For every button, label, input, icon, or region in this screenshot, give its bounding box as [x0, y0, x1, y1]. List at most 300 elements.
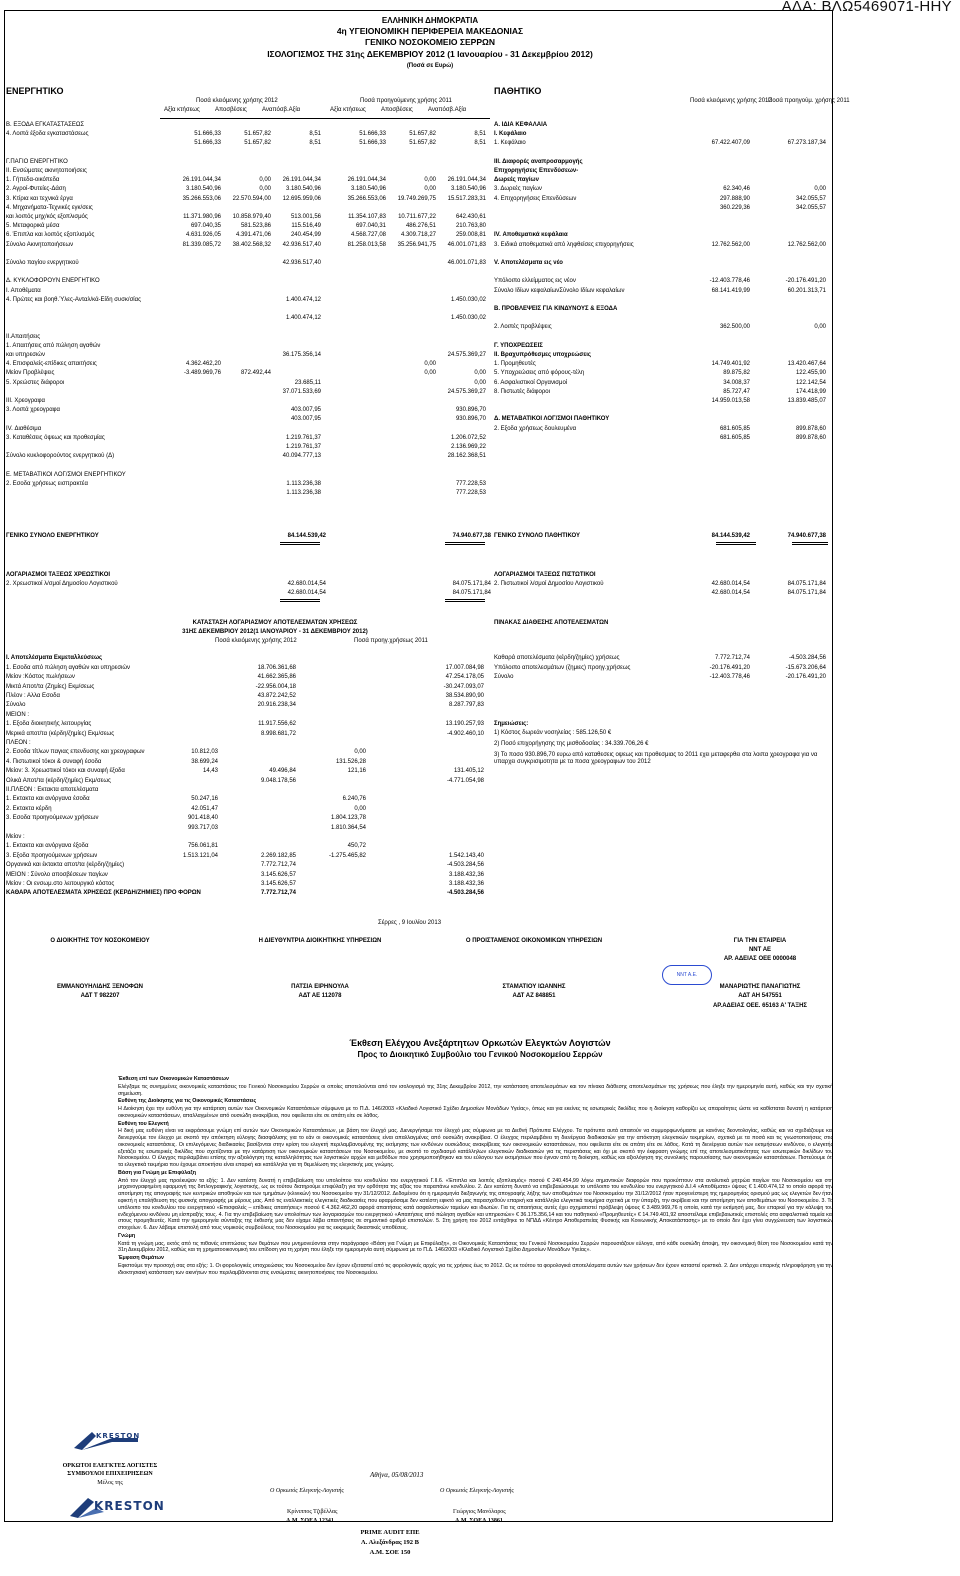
income-cell: -4.771.054,98	[446, 777, 484, 784]
assets-row	[6, 453, 486, 462]
report-title1: Έκθεση Ελέγχου Ανεξάρτητων Ορκωτών Ελεγκτών Λογιστών	[349, 1038, 611, 1048]
income-row-label: 1. Εσοδα από πώληση αγαθών και υπηρεσιών	[6, 664, 131, 671]
liab-row	[494, 352, 830, 361]
income-row	[6, 712, 486, 721]
assets-cell: 26.191.044,34	[282, 177, 321, 184]
assets-cell: 3.180.540,96	[450, 186, 486, 193]
assets-cell: 697.040,31	[355, 223, 386, 230]
liab-col-2011: Ποσά προηγούμ. χρήσης 2011	[768, 98, 850, 104]
income-row	[6, 759, 486, 768]
logo1-line2: ΣΥΜΒΟΥΛΟΙ ΕΠΙΧΕΙΡΗΣΕΩΝ	[67, 1471, 153, 1477]
assets-row	[6, 214, 486, 223]
assets-cell: 26.191.044,34	[447, 177, 486, 184]
assets-cell: 0,00	[424, 186, 436, 193]
income-cell: 38.534.890,90	[445, 693, 484, 699]
assets-row	[6, 177, 486, 186]
assets-row-label: Ε. ΜΕΤΑΒΑΤΙΚΟΙ ΛΟΓ/ΣΜΟΙ ΕΝΕΡΓΗΤΙΚΟΥ	[6, 471, 126, 478]
assets-row	[6, 140, 486, 149]
assets-cell: 210.763,80	[455, 223, 486, 230]
liabilities-title: ΠΑΘΗΤΙΚΟ	[494, 86, 542, 96]
assets-row-label: Μείον Προβλέψεις	[6, 370, 55, 377]
report-h2: Ευθύνη της Διοίκησης για τις Οικονομικές Καταστάσεις	[118, 1098, 257, 1105]
liab-row	[494, 150, 830, 159]
assets-cell: 8,51	[474, 131, 486, 138]
assets-row-label: IV. Διαθέσιμα	[6, 425, 42, 432]
income-row	[6, 787, 486, 796]
assets-cell: 4.391.471,06	[235, 232, 271, 239]
assets-row	[6, 361, 486, 370]
assets-cell: 19.749.269,75	[397, 195, 436, 202]
liab-total-2011: 74.940.677,38	[787, 533, 826, 539]
income-row	[6, 796, 486, 805]
income-row-label: Οργανικά και έκτακτα αποτ/τα (κέρδη/ζημίες)	[6, 862, 125, 869]
income-cell: 13.190.257,93	[445, 721, 484, 728]
liab-row-label: Σύνολο Ιδίων κεφαλαίωνΣύνολο Ιδίων κεφαλαίων	[494, 287, 625, 294]
distribution-label: Σύνολο	[494, 674, 514, 680]
income-cell: 47.254.178,05	[445, 674, 484, 681]
note-3: 3) Το ποσο 930.896,70 ευρω από καταθεσεις οψεως και προθεσμιας το 2011 εχει μεταφερθει στα λοιπα χρεογραφα για να υπαρχει συγκρισιμοτητα με τα ποσα χρεογραφων του 2012	[494, 752, 818, 765]
sig-title-4c: ΑΡ. ΑΔΕΙΑΣ ΟΕΕ 0000048	[723, 956, 797, 962]
income-row	[6, 702, 486, 711]
assets-row-label: 4. Πρώτες και βοηθ.Ύλες-Ανταλ/κά-Είδη συσκ/σίας	[6, 296, 141, 303]
income-row	[6, 890, 486, 899]
income-cell: 10.812,03	[191, 749, 218, 756]
assets-row	[6, 334, 486, 343]
assets-total-2011: 74.940.677,38	[452, 533, 491, 539]
assets-row-label: 4. Λοιπά έξοδα εγκαταστάσεως	[6, 131, 89, 138]
liab-row	[494, 435, 830, 444]
liab-cell-2011: 899.878,60	[795, 434, 826, 441]
sig-name-1: ΕΜΜΑΝΟΥΗΛΙΔΗΣ ΞΕΝΟΦΩΝ	[56, 984, 143, 990]
report-p6: Εφιστούμε την προσοχή σας στα εξής: 1. Οι φορολογικές υποχρεώσεις του Νοσοκομείου δεν έχουν εξεταστεί από τις φορολογικές αρχές για τις χρήσεις έως το 2012. Ως εκ τούτου τα φορολογικά αποτελέσματα αυτών των χρήσεων δεν έχουν καταστεί οριστικά. 2. Δεν υπάρχει επαρκής πληροφόρηση για την ιδιοκτησιακή κατάσταση των ακινήτων που περιλαμβάνονται στις ενσώματες ακινητοποιήσεις του Νοσοκομείου.	[118, 1262, 833, 1276]
liab-row-label: Β. ΠΡΟΒΛΕΨΕΙΣ ΓΙΑ ΚΙΝΔΥΝΟΥΣ & ΕΞΟΔΑ	[494, 306, 618, 312]
assets-row	[6, 435, 486, 444]
assets-memo-subtotal: 42.680.014,54 84.075.171,84	[287, 590, 491, 596]
assets-total-label: ΓΕΝΙΚΟ ΣΥΝΟΛΟ ΕΝΕΡΓΗΤΙΚΟΥ	[6, 533, 99, 539]
auditor-reg: Α.Μ. ΣΟΕ 150	[369, 1549, 411, 1556]
assets-cell: 51.657,82	[244, 131, 271, 138]
assets-cell: 8,51	[474, 140, 486, 147]
liab-cell-2011: 342.055,57	[795, 204, 826, 211]
assets-cell: 0,00	[259, 177, 271, 184]
assets-cell: 642.430,61	[455, 214, 486, 220]
assets-cell: 81.339.085,72	[182, 241, 221, 248]
income-row	[6, 740, 486, 749]
income-row	[6, 731, 486, 740]
assets-cell: 26.191.044,34	[347, 177, 386, 184]
liab-total-label: ΓΕΝΙΚΟ ΣΥΝΟΛΟ ΠΑΘΗΤΙΚΟΥ	[494, 533, 581, 539]
liab-row	[494, 205, 830, 214]
header-line1: ΕΛΛΗΝΙΚΗ ΔΗΜΟΚΡΑΤΙΑ	[381, 16, 479, 25]
assets-row-label: Ι. Αποθέματα	[6, 287, 41, 294]
assets-cell: 0,00	[474, 370, 486, 377]
liab-cell-2012: 14.959.013,58	[711, 398, 750, 404]
income-cell: 1.513.121,04	[182, 852, 218, 859]
assets-cell: 1.219.761,37	[285, 444, 321, 450]
header-line3: ΓΕΝΙΚΟ ΝΟΣΟΚΟΜΕΙΟ ΣΕΡΡΩΝ	[365, 37, 495, 47]
liab-row-label: Α. ΙΔΙΑ ΚΕΦΑΛΑΙΑ	[494, 122, 548, 128]
place-date: Σέρρες , 9 Ιουλίου 2013	[378, 920, 442, 926]
assets-row-label: ΙΙ. Ενσώματες ακινητοποιήσεις	[6, 168, 87, 174]
assets-cell: 930.896,70	[455, 407, 486, 414]
income-row	[6, 646, 486, 655]
assets-row	[6, 490, 486, 499]
logo1-line3: Μέλος της	[97, 1480, 123, 1486]
income-col-2011: Ποσά προηγ.χρήσεως 2011	[354, 638, 428, 644]
assets-cell: 1.219.761,37	[285, 434, 321, 441]
income-cell: -4.503.284,56	[446, 862, 484, 869]
assets-row	[6, 481, 486, 490]
report-h4: Βάση για Γνώμη με Επιφύλαξη	[118, 1169, 196, 1176]
income-cell: 756.061,81	[187, 843, 218, 850]
prime-audit-logo: KRESTON	[72, 1428, 142, 1455]
income-row-label: ΜΕΙΟΝ : Σύνολο αποσβέσεων παγίων	[6, 871, 108, 878]
liab-row-label: 1. Προμηθευτές	[494, 361, 536, 368]
income-cell: 901.418,40	[187, 815, 218, 822]
assets-cell: 777.228,53	[455, 490, 486, 496]
liab-cell-2011: 174.418,99	[795, 388, 826, 395]
header-line4: ΙΣΟΛΟΓΙΣΜΟΣ ΤΗΣ 31ης ΔΕΚΕΜΒΡΙΟΥ 2012 (1 Ιανουαρίου - 31 Δεκεμβρίου 2012)	[267, 49, 593, 59]
assets-cell: 4.362.462,20	[185, 361, 221, 368]
assets-row	[6, 168, 486, 177]
income-row	[6, 843, 486, 852]
assets-cell: 42.936.517,40	[282, 260, 321, 266]
assets-cell: 1.113.236,38	[286, 480, 321, 487]
income-row	[6, 665, 486, 674]
assets-cell: 240.454,99	[290, 232, 321, 239]
assets-cell: 12.695.959,06	[282, 195, 321, 202]
liab-row	[494, 196, 830, 205]
liab-row-label: ΙΙΙ. Διαφορές αναπροσαρμογής	[494, 158, 583, 165]
sig-lic-4: ΑΡ.ΑΔΕΙΑΣ ΟΕΕ. 65163 Α' ΤΑΞΗΣ	[712, 1003, 808, 1009]
assets-cell: 1.400.474,12	[285, 315, 321, 322]
assets-cell: 51.666,33	[194, 131, 221, 138]
income-row-label: 1. Εξοδα διοικητικής λειτουργίας	[6, 721, 92, 728]
assets-row-label: 4. Μηχανήματα-Τεχνικές εγκ/σεις	[6, 204, 93, 211]
distribution-row	[494, 665, 830, 674]
col-acq-2011: Αξία κτήσεως	[330, 107, 366, 113]
liab-row	[494, 278, 830, 287]
assets-cell: 37.071.533,69	[282, 388, 321, 395]
assets-cell: 24.575.369,27	[447, 388, 486, 395]
assets-row	[6, 352, 486, 361]
col-dep-2012: Αποσβέσεις	[215, 107, 247, 113]
liab-row-label: Υπόλοιπο ελλείμματος εις νέον	[494, 278, 576, 285]
income-cell: -4.902.460,10	[446, 730, 484, 737]
sig-name-2: ΠΑΤΣΙΑ ΕΙΡΗΝΟΥΛΑ	[291, 984, 349, 990]
income-row-label: ΠΛΕΟΝ :	[6, 740, 31, 746]
income-cell: 131.526,28	[335, 758, 366, 765]
assets-row	[6, 131, 486, 140]
note-1: 1) Κόστος δωρεάν νοσηλείας : 585.126,50 €	[494, 730, 612, 736]
assets-cell: 0,00	[424, 370, 436, 377]
assets-cell: 3.180.540,96	[185, 186, 221, 193]
assets-cell: 51.657,82	[409, 140, 436, 147]
assets-row	[6, 297, 486, 306]
liab-col-2012: Ποσά κλειόμενης χρήσης 2012	[690, 98, 772, 104]
liab-row	[494, 306, 830, 315]
income-row-label: ΙΙ.ΠΛΕΟΝ : Εκτακτα αποτελέσματα	[6, 787, 99, 793]
income-row-label: ΚΑΘΑΡΑ ΑΠΟΤΕΛΕΣΜΑΤΑ ΧΡΗΣΕΩΣ (ΚΕΡΔΗ/ΖΗΜΙΕΣ) ΠΡΟ ΦΟΡΩΝ	[6, 890, 201, 897]
income-row-label: 4. Πιστωτικοί τόκοι & συναφή έσοδα	[6, 758, 102, 765]
income-col-2012: Ποσά κλειόμενης χρήσης 2012	[215, 638, 297, 644]
liab-cell-2012: 360.229,36	[719, 204, 750, 211]
liab-row	[494, 269, 830, 278]
income-row	[6, 825, 486, 834]
report-p4: Από τον έλεγχό μας προέκυψαν τα εξής: 1. Δεν κατέστη δυνατή η επιβεβαίωση του υπολοίπου του κονδυλίου του ενεργητικού Γ.ΙΙ.6. «Έπιπλα και λοιπός εξοπλισμός» ποσού € 240.454,99 λόγω σημαντικών διαφορών που προκύπτουν στα αναλυτικά μητρώα παγίων του Νοσοκομείου και στη μηχανογραφημένη εφαρμογή της διπλογραφικής λογιστικής, ως εκ τούτου διατηρούμε επιφύλαξη για την ορθότητα της αξίας του παραπάνω κονδυλίου. 2. Δεν κατέστη δυνατό να επιβεβαιώσουμε το υπόλοιπο του κονδυλίου του ενεργητικού Δ.Ι.4 «Αποθέματα» ύψους € 1.400.474,12 το οποίο αφορά την αποτίμηση της απογραφής των κεντρικών αποθηκών και των τμημάτων (κλινικών) του Νοσοκομείου την 31/12/2012. Δεδομένου ότι η ημερομηνία διεξαγωγής της απογραφής λήξης των αποθεμάτων του Νοσοκομείου την 31/12/2012 ήταν προγενέστερη της ημερομηνίας ορισμού μας ως ελεγκτών δεν ήταν εφικτή η επαλήθευση της φυσικής απογραφής με μέρους μας. Από τις εναλλακτικές ελεγκτικές διαδικασίες που εφαρμόσαμε δεν κατέστη εφικτό να μας παρασχεθούν επαρκή και κατάλληλα ελεγκτικά τεκμήρια σχετικά με την ύπαρξη, την ακρίβεια και την αποτίμηση των αποθεμάτων του Νοσοκομείου. 3. Το υπόλοιπο του κονδυλίου του ενεργητικού «Επισφαλείς – επίδικες απαιτήσεις» ποσού € 4.362.462,20 αφορά απαιτήσεις κατά ασφαλιστικών ταμείων και ιδιωτών. Για τις απαιτήσεις αυτές έχει σχηματιστεί πρόβλεψη ύψους € 3.489.969,76 η οποία, κατά την εκτίμησή μας, δεν επαρκεί για την κάλυψη του ενδεχόμενου κινδύνου μη είσπραξής τους. 4. Για την επιβεβαίωση των υπολοίπων των λογαριασμών του ενεργητικού «Απαιτήσεις από πώληση αγαθών και υπηρεσιών» € 36.175.356,14 και του παθητικού «Προμηθευτές» € 14.749.401,92 αποστείλαμε επιβεβαιωτικές επιστολές στα ασφαλιστικά ταμεία και στους προμηθευτές. Κατά την ημερομηνία σύνταξης της έκθεσής μας δεν είχαμε λάβει απαντήσεις σε σημαντικό αριθμό επιστολών. 5. Στη χρήση του 2012 εντάχθηκε το ΝΠΔΔ «Κέντρο Αποθεραπείας Φυσικής και Κοινωνικής Αποκατάστασης» με το οποίο δεν έχει γίνει συγχώνευση των λογιστικών στοιχείων. 6. Δεν λάβαμε επιστολή από τους νομικούς συμβούλους του Νοσοκομείου για τις εκκρεμείς δικαστικές υποθέσεις.	[118, 1177, 833, 1232]
liab-row	[494, 242, 830, 251]
distribution-2012: -20.176.491,20	[709, 664, 750, 671]
assets-cell: 0,00	[474, 379, 486, 386]
assets-row	[6, 398, 486, 407]
assets-cell: 1.450.030,02	[450, 296, 486, 303]
income-cell: 43.872.242,52	[257, 693, 296, 699]
income-cell: -30.247.093,07	[443, 683, 484, 690]
income-row-label: 3. Εξοδα προηγούμενων χρήσεων	[6, 852, 98, 859]
sig-name-3: ΣΤΑΜΑΤΙΟΥ ΙΩΑΝΝΗΣ	[502, 984, 566, 990]
assets-cell: 11.354.107,83	[348, 214, 386, 220]
assets-cell: 51.666,33	[194, 140, 221, 147]
liab-cell-2012: 68.141.419,99	[711, 287, 750, 294]
distribution-label: Υπόλοιπο αποτελεσμάτων (ζημιες) προηγ.χρήσεως	[494, 664, 631, 671]
sig-id-3: ΑΔΤ ΑΖ 848851	[512, 993, 556, 999]
assets-row	[6, 324, 486, 333]
auditor-role1: Ο Ορκωτός Ελεγκτής-Λογιστής	[270, 1488, 344, 1494]
sig-title-4b: ΝΝΤ ΑΕ	[748, 947, 772, 953]
assets-cell: 486.276,51	[405, 223, 436, 230]
liab-row	[494, 380, 830, 389]
distribution-label: Καθαρά αποτελέσματα (κέρδη/ζημίες) χρήσεως	[494, 655, 620, 661]
distribution-2011: -15.673.206,64	[785, 664, 826, 671]
report-h5: Γνώμη	[118, 1232, 136, 1239]
assets-cell: 10.711.677,22	[398, 214, 436, 220]
assets-cell: 0,00	[259, 186, 271, 193]
assets-cell: 10.858.979,40	[232, 214, 271, 220]
liab-cell-2012: 67.422.407,09	[711, 140, 750, 147]
liab-row-label: Επιχορηγήσεις Επενδύσεων-	[494, 168, 579, 174]
assets-row	[6, 260, 486, 269]
assets-row-label: Γ.ΠΑΓΙΟ ΕΝΕΡΓΗΤΙΚΟ	[6, 158, 68, 165]
income-row	[6, 853, 486, 862]
assets-cell: 24.575.369,27	[447, 352, 486, 358]
liab-cell-2011: 13.839.485,07	[787, 398, 826, 404]
income-cell: 7.772.712,74	[260, 890, 296, 897]
sig-id-2: ΑΔΤ ΑΕ 112078	[298, 993, 342, 999]
assets-row	[6, 269, 486, 278]
sig-title-3: Ο ΠΡΟΙΣΤΑΜΕΝΟΣ ΟΙΚΟΝΟΜΙΚΩΝ ΥΠΗΡΕΣΙΩΝ	[465, 938, 603, 944]
income-row	[6, 749, 486, 758]
assets-cell: 51.657,82	[244, 140, 271, 147]
liab-row-label: 3. Δωρεές παγίων	[494, 186, 542, 193]
assets-row	[6, 232, 486, 241]
liab-cell-2011: 0,00	[814, 324, 826, 331]
liab-cell-2011: 60.201.313,71	[787, 287, 826, 294]
assets-row	[6, 343, 486, 352]
assets-row	[6, 242, 486, 251]
distribution-row	[494, 674, 830, 683]
liab-row	[494, 186, 830, 195]
income-cell: 3.188.432,36	[448, 871, 484, 878]
assets-cell: 115.516,49	[291, 223, 321, 230]
assets-period-2011: Ποσά προηγούμενης χρήσης 2011	[360, 98, 452, 104]
income-row	[6, 872, 486, 881]
assets-cell: 51.657,82	[409, 131, 436, 138]
income-cell: 38.699,24	[191, 758, 218, 765]
income-row-label: Ολικά Αποτ/τα (κέρδη/ζημίες) Εκμ/σεως	[6, 777, 111, 784]
income-cell: 17.007.084,98	[445, 664, 484, 671]
report-h1: Έκθεση επί των Οικονομικών Καταστάσεων	[118, 1076, 229, 1082]
liab-cell-2012: 681.605,85	[719, 425, 750, 432]
income-cell: 49.496,84	[269, 768, 296, 775]
liab-cell-2012: 362.500,00	[719, 324, 750, 331]
income-cell: 1.542.143,40	[448, 852, 484, 859]
liab-row	[494, 251, 830, 260]
income-cell: 1.810.364,54	[330, 824, 366, 831]
liab-row-label: ΙΙ. Βραχυπρόθεσμες υποχρεώσεις	[494, 352, 592, 358]
assets-row-label: και λοιπός μηχ/κός εξοπλισμός	[6, 214, 88, 220]
liab-total-row	[494, 533, 830, 542]
assets-row	[6, 444, 486, 453]
header-line5: (Ποσά σε Ευρώ)	[406, 63, 454, 69]
header-line2: 4η ΥΓΕΙΟΝΟΜΙΚΗ ΠΕΡΙΦΕΡΕΙΑ ΜΑΚΕΔΟΝΙΑΣ	[336, 26, 524, 36]
sig-name-4: ΜΑΝΑΡΙΩΤΗΣ ΠΑΝΑΓΙΩΤΗΣ	[719, 984, 801, 990]
assets-row-label: 5. Μεταφορικά μέσα	[6, 223, 60, 230]
liab-row	[494, 214, 830, 223]
report-p3: Η δική μας ευθύνη είναι να εκφράσουμε γνώμη επί αυτών των Οικονομικών Καταστάσεων, με βάση τον έλεγχό μας. Διενεργήσαμε τον έλεγχό μας σύμφωνα με τα Διεθνή Πρότυπα Ελέγχου. Τα πρότυπα αυτά απαιτούν να συμμορφωνόμαστε με κανόνες δεοντολογίας, καθώς και να σχεδιάζουμε και διενεργούμε τον έλεγχο με σκοπό την απόκτηση εύλογης διασφάλισης για το εάν οι οικονομικές καταστάσεις είναι απαλλαγμένες από ουσιώδη ανακρίβεια. Ο έλεγχος περιλαμβάνει τη διενέργεια διαδικασιών για την απόκτηση ελεγκτικών τεκμηρίων, σχετικά με τα ποσά και τις γνωστοποιήσεις στις οικονομικές καταστάσεις. Οι επιλεγόμενες διαδικασίες βασίζονται στην κρίση του ελεγκτή περιλαμβανομένης της εκτίμησης των κινδύνων ουσιώδους ανακρίβειας των οικονομικών καταστάσεων, που οφείλεται είτε σε απάτη είτε σε λάθος. Κατά τη διενέργεια αυτών των εκτιμήσεων κινδύνου, ο ελεγκτής εξετάζει τις εσωτερικές δικλίδες που σχετίζονται με την κατάρτιση των οικονομικών καταστάσεων του Νοσοκομείου, με σκοπό το σχεδιασμό κατάλληλων ελεγκτικών διαδικασιών για τις περιστάσεις και όχι με σκοπό την έκφραση γνώμης επί της αποτελεσματικότητας των εσωτερικών δικλίδων του Νοσοκομείου. Ο έλεγχος περιλαμβάνει επίσης την αξιολόγηση της καταλληλότητας των λογιστικών αρχών και μεθόδων που χρησιμοποιήθηκαν και του εύλογου των εκτιμήσεων που έγιναν από τη διοίκηση, καθώς και αξιολόγηση της συνολικής παρουσίασης των οικονομικών καταστάσεων. Πιστεύουμε ότι τα ελεγκτικά τεκμήρια που έχουμε αποκτήσει είναι επαρκή και κατάλληλα για τη θεμελίωση της ελεγκτικής μας γνώμης.	[118, 1128, 833, 1169]
assets-memo-row: 2. Χρεωστικοί λ/σμοί Δημοσίου Λογιστικού 42.680.014,54 84.075.171,84	[6, 581, 491, 587]
report-p5: Κατά τη γνώμη μας, εκτός από τις πιθανές επιπτώσεις των θεμάτων που μνημονεύονται στην παράγραφο «Βάση για Γνώμη με Επιφύλαξη», οι Οικονομικές Καταστάσεις του Γενικού Νοσοκομείου Σερρών παρουσιάζουν εύλογα, από κάθε ουσιώδη άποψη, την οικονομική θέση του Νοσοκομείου κατά την 31η Δεκεμβρίου 2012, καθώς και τη χρηματοοικονομική του επίδοση για τη χρήση που έληξε την ημερομηνία αυτή σύμφωνα με το Π.Δ. 146/2003 «Κλαδικό Λογιστικό Σχέδιο Δημοσίων Μονάδων Υγείας».	[118, 1240, 833, 1254]
assets-cell: 26.191.044,34	[182, 177, 221, 184]
income-row	[6, 655, 486, 664]
liab-row-label: 8. Πιστωτές διάφοροι	[494, 388, 550, 395]
assets-cell: 0,00	[424, 177, 436, 184]
assets-cell: 35.266.553,06	[347, 195, 386, 202]
company-stamp: ΝΝΤ Α.Ε.	[662, 965, 712, 985]
assets-cell: 38.402.568,32	[232, 241, 271, 248]
assets-cell: 81.258.013,58	[347, 241, 386, 248]
assets-row	[6, 472, 486, 481]
col-net-2011: Αναπόσβ.Αξία	[428, 107, 467, 113]
liab-row	[494, 297, 830, 306]
liab-cell-2012: 85.727,47	[723, 388, 750, 395]
liab-row	[494, 361, 830, 370]
liab-row	[494, 398, 830, 407]
assets-row-label: 1. Γήπεδα-οικόπεδα	[6, 177, 60, 184]
income-row-label: Μερικά αποτ/τα (κέρδη/ζημίες) Εκμ/σεως	[6, 730, 115, 737]
report-title2: Προς το Διοικητικό Συμβούλιο του Γενικού Νοσοκομείου Σερρών	[357, 1050, 603, 1059]
assets-row	[6, 288, 486, 297]
assets-row	[6, 306, 486, 315]
income-row-label: 1. Εκτακτα και ανόργανα έξοδα	[6, 843, 89, 850]
auditor-address: Λ. Αλεξάνδρας 192 Β	[361, 1539, 419, 1546]
income-cell: 8.998.681,72	[260, 730, 296, 737]
income-cell: 9.048.178,56	[260, 777, 296, 784]
liab-row-label: Ι. Κεφάλαιο	[494, 131, 527, 138]
assets-row-label: Δ. ΚΥΚΛΟΦΟΡΟΥΝ ΕΝΕΡΓΗΤΙΚΟ	[6, 278, 100, 285]
income-row	[6, 693, 486, 702]
assets-cell: 35.266.553,06	[182, 195, 221, 202]
income-cell: 121,16	[347, 768, 366, 775]
income-row-label: Μείον : Οι ενσωμ.στο λειτουργικό κόστος	[6, 881, 115, 887]
assets-period-2012: Ποσά κλειόμενης χρήσης 2012	[196, 98, 278, 104]
assets-cell: 15.517.283,31	[447, 195, 486, 202]
distribution-2012: -12.403.778,46	[709, 674, 750, 680]
assets-memo-title: ΛΟΓΑΡΙΑΣΜΟΙ ΤΑΞΕΩΣ ΧΡΕΩΣΤΙΚΟΙ	[6, 572, 111, 578]
liab-row	[494, 416, 830, 425]
logo1-line1: ΟΡΚΩΤΟΙ ΕΛΕΓΚΤΕΣ ΛΟΓΙΣΤΕΣ	[62, 1463, 158, 1469]
income-cell: 131.405,12	[453, 768, 484, 775]
report-h3: Ευθύνη του Ελεγκτή	[118, 1120, 169, 1127]
assets-row-label: Σύνολο κυκλοφορούντος ενεργητικού (Δ)	[6, 453, 115, 460]
liab-row	[494, 389, 830, 398]
liab-row-label: 4. Επιχορηγήσεις Επενδύσεων	[494, 195, 577, 202]
assets-row	[6, 122, 486, 131]
income-row-label: Μικτά Αποτ/τα (Ζημίες) Εκμ/σεως	[6, 683, 95, 690]
assets-cell: 51.666,33	[359, 131, 386, 138]
liab-row-label: 6. Ασφαλιστικοί Οργανισμοί	[494, 379, 568, 386]
income-cell: 11.917.556,62	[258, 721, 296, 728]
distribution-2012: 7.772.712,74	[714, 655, 750, 661]
liab-cell-2011: 12.762.562,00	[787, 241, 826, 248]
liab-row	[494, 232, 830, 241]
assets-cell: 8,51	[309, 131, 321, 138]
income-row-label: Σύνολο	[6, 702, 26, 709]
liab-row	[494, 260, 830, 269]
liab-cell-2011: 13.420.467,64	[787, 361, 826, 368]
liab-row-label: IV. Αποθεματικά κεφάλαια	[494, 232, 568, 239]
income-cell: 20.916.238,34	[257, 702, 296, 709]
liab-row-label: Δ. ΜΕΤΑΒΑΤΙΚΟΙ ΛΟΓ/ΣΜΟΙ ΠΑΘΗΤΙΚΟΥ	[494, 416, 610, 423]
liab-cell-2012: 34.008,37	[723, 379, 750, 386]
audit-report	[118, 1062, 833, 1277]
assets-cell: 35.256.941,75	[397, 241, 436, 248]
note-2: 2) Ποσό επιχορήγησης της μισθοδοσίας : 34.339.706,26 €	[494, 741, 649, 747]
liab-cell-2011: 342.055,57	[795, 195, 826, 202]
liab-cell-2011: -20.176.491,20	[785, 278, 826, 285]
liab-row	[494, 140, 830, 149]
income-row-label: Πλέον : Αλλα Εσοδα	[6, 693, 60, 699]
assets-row	[6, 186, 486, 195]
liab-row-label: Δωρεές παγίων	[494, 177, 539, 184]
assets-cell: 42.936.517,40	[282, 241, 321, 248]
income-cell: 50.247,16	[191, 796, 218, 803]
assets-row	[6, 462, 486, 471]
kreston-logo: KRESTON	[66, 1494, 106, 1521]
assets-row	[6, 278, 486, 287]
assets-total-row	[6, 533, 491, 542]
assets-cell: 4.309.718,27	[400, 232, 436, 239]
assets-row-label: 3. Κτίρια και τεχνικά έργα	[6, 195, 73, 202]
assets-cell: 777.228,53	[455, 480, 486, 487]
liab-row-label: 5. Υποχρεώσεις από φόρους-τέλη	[494, 370, 585, 377]
assets-cell: 259.008,81	[455, 232, 486, 239]
assets-cell: -3.489.969,76	[183, 370, 221, 377]
assets-row	[6, 159, 486, 168]
income-row	[6, 768, 486, 777]
income-cell: 993.717,03	[187, 824, 218, 831]
liab-row	[494, 288, 830, 297]
income-row-label: Μείον: 3. Χρεωστικοί τόκοι και συναφή έξοδα	[6, 768, 125, 775]
col-net-2012: Αναπόσβ.Αξία	[262, 107, 301, 113]
assets-cell: 28.162.368,51	[447, 453, 486, 460]
liab-total-2012: 84.144.539,42	[711, 533, 750, 539]
income-row-label: Ι. Αποτελέσματα Εκμεταλλεύσεως	[6, 655, 103, 662]
report-p1: Ελέγξαμε τις συνημμένες οικονομικές καταστάσεις του Γενικού Νοσοκομείου Σερρών οι οποίες αποτελούνται από τον ισολογισμό της 31ης Δεκεμβρίου 2012, την κατάσταση αποτελεσμάτων και τον πίνακα διάθεσης αποτελεσμάτων της χρήσεως που έληξε την ημερομηνία αυτή, καθώς και την σχετική σημείωση.	[118, 1083, 833, 1097]
income-cell: 3.188.432,36	[448, 881, 484, 887]
liab-row	[494, 324, 830, 333]
liab-row-label: Γ. ΥΠΟΧΡΕΩΣΕΙΣ	[494, 342, 543, 349]
income-cell: 18.706.361,68	[257, 664, 296, 671]
